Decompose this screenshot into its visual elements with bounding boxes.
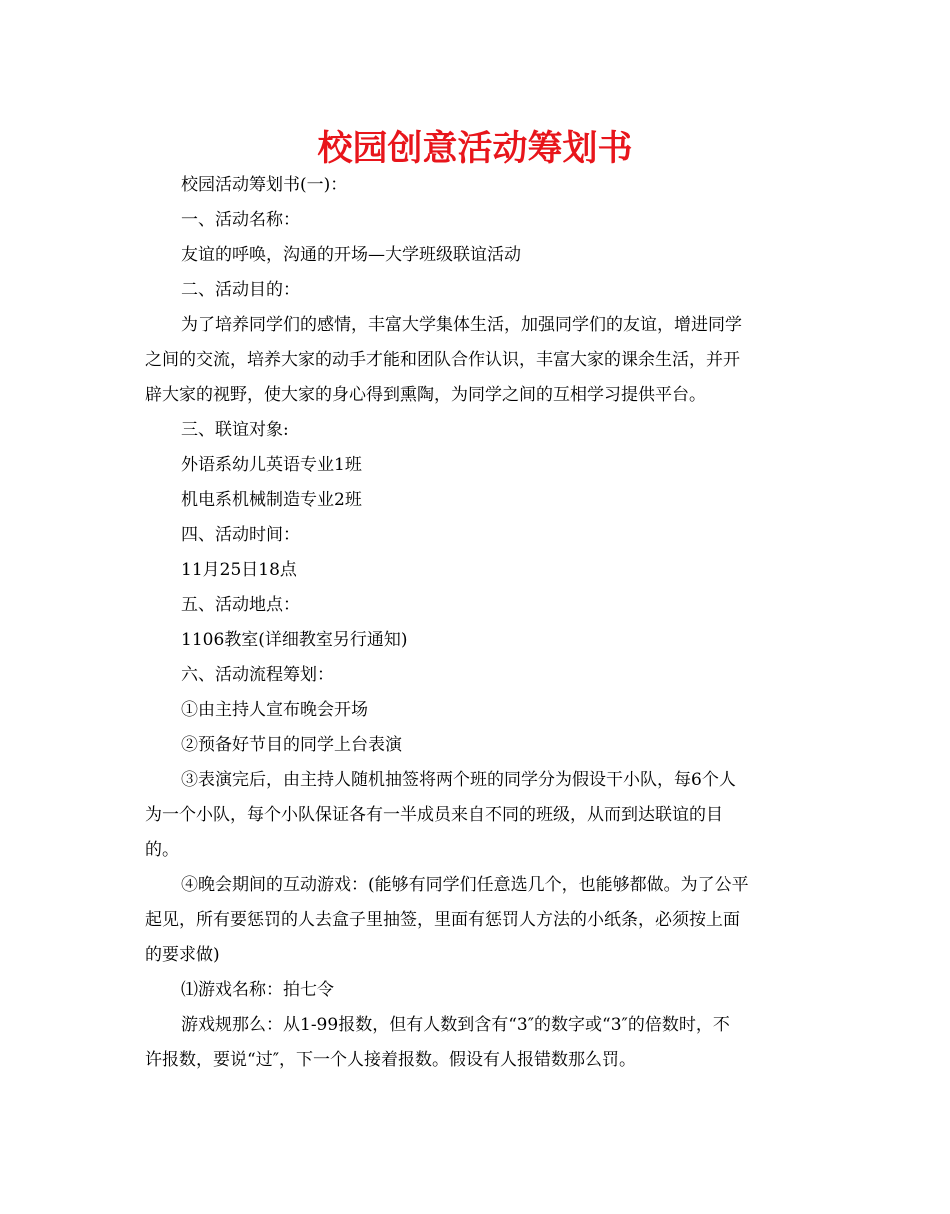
list-item: ⑴游戏名称：拍七令 xyxy=(181,980,334,1000)
section-heading: 三、联谊对象: xyxy=(181,420,289,440)
section-heading: 五、活动地点： xyxy=(181,595,300,615)
list-item: ①由主持人宣布晚会开场 xyxy=(181,700,368,720)
document-body xyxy=(145,168,807,1078)
paragraph-line: 的要求做) xyxy=(145,945,220,965)
document-title: 校园创意活动筹划书 xyxy=(317,129,633,169)
paragraph-line: 1106教室(详细教室另行通知) xyxy=(181,630,408,650)
section-heading: 六、活动流程筹划： xyxy=(181,665,334,685)
section-heading: 四、活动时间： xyxy=(181,525,300,545)
paragraph-line: 为一个小队，每个小队保证各有一半成员来自不同的班级，从而到达联谊的目 xyxy=(145,805,723,825)
paragraph-line: 起见，所有要惩罚的人去盒子里抽签，里面有惩罚人方法的小纸条，必须按上面 xyxy=(145,910,740,930)
list-item: ③表演完后，由主持人随机抽签将两个班的同学分为假设干小队，每6个人 xyxy=(181,770,736,790)
paragraph-line: 许报数，要说“过″，下一个人接着报数。假设有人报错数那么罚。 xyxy=(145,1050,637,1070)
paragraph-line: 友谊的呼唤，沟通的开场—大学班级联谊活动 xyxy=(181,245,521,265)
paragraph-line: 游戏规那么：从1-99报数，但有人数到含有“3″的数字或“3″的倍数时，不 xyxy=(181,1015,730,1035)
list-item: ②预备好节目的同学上台表演 xyxy=(181,735,402,755)
heading-line: 校园活动筹划书(一)： xyxy=(181,175,348,195)
paragraph-line: 外语系幼儿英语专业1班 xyxy=(181,455,362,475)
paragraph-line: 11月25日18点 xyxy=(181,560,297,580)
paragraph-line: 机电系机械制造专业2班 xyxy=(181,490,362,510)
section-heading: 一、活动名称： xyxy=(181,210,300,230)
paragraph-line: 之间的交流，培养大家的动手才能和团队合作认识，丰富大家的课余生活，并开 xyxy=(145,350,740,370)
list-item: ④晚会期间的互动游戏：(能够有同学们任意选几个，也能够都做。为了公平 xyxy=(181,875,749,895)
section-heading: 二、活动目的： xyxy=(181,280,300,300)
paragraph-line: 的。 xyxy=(145,840,179,860)
paragraph-line: 辟大家的视野，使大家的身心得到熏陶，为同学之间的互相学习提供平台。 xyxy=(145,385,706,405)
paragraph-line: 为了培养同学们的感情，丰富大学集体生活，加强同学们的友谊，增进同学 xyxy=(181,315,742,335)
